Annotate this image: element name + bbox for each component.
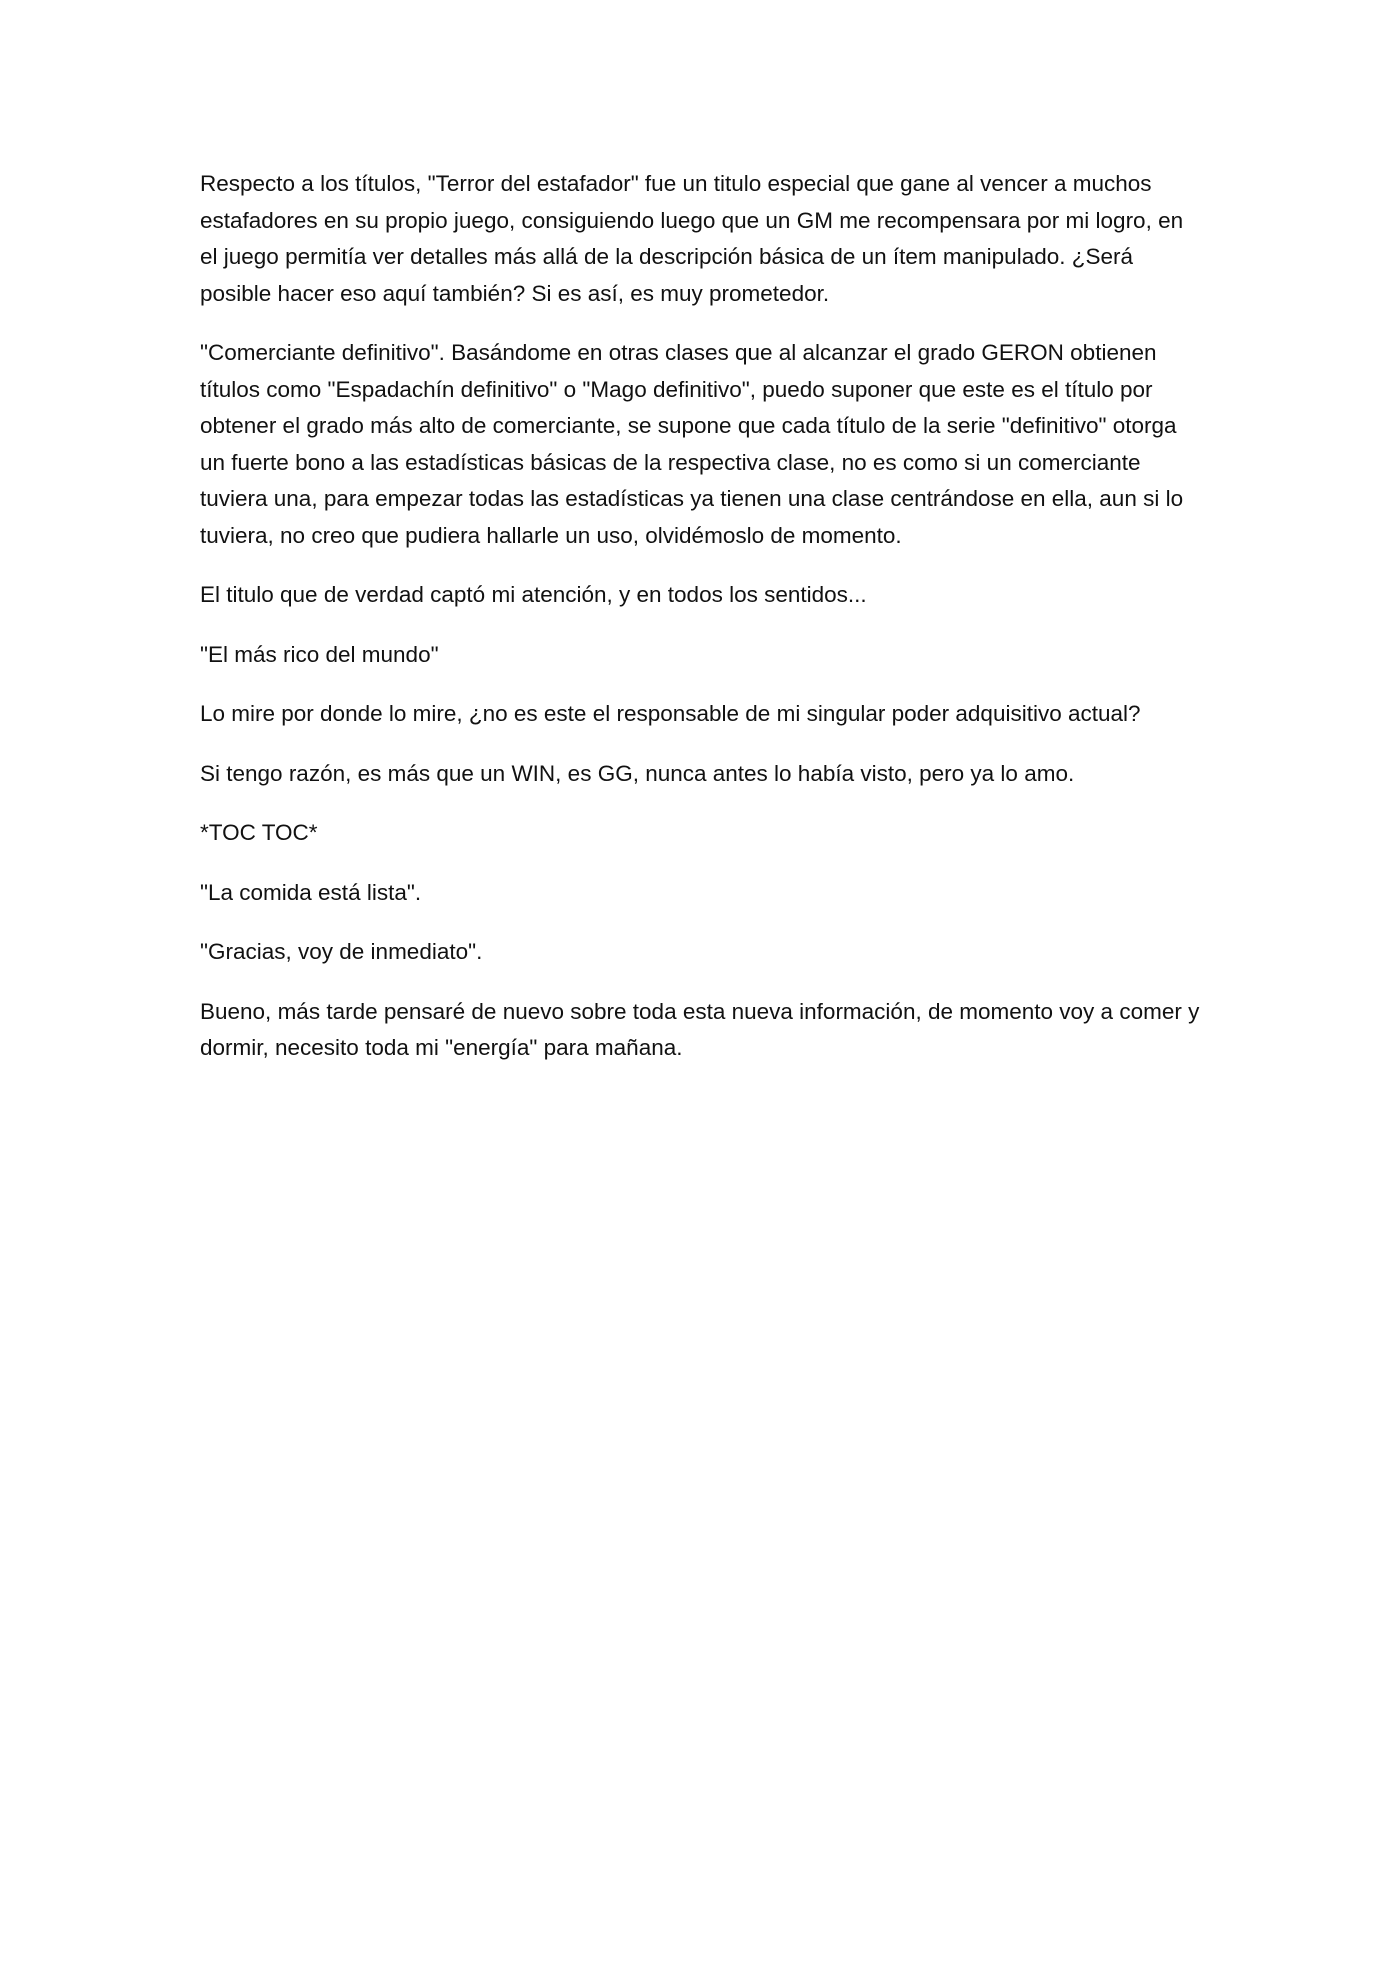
paragraph-titulo-atencion: El titulo que de verdad captó mi atención, y en todos los sentidos...: [200, 582, 867, 607]
document-body: [200, 166, 1205, 1090]
paragraph-toc-toc: *TOC TOC*: [200, 820, 318, 845]
paragraph-lo-mire: Lo mire por donde lo mire, ¿no es este el responsable de mi singular poder adquisitivo actual?: [200, 701, 1141, 726]
paragraph-bueno-mas-tarde: Bueno, más tarde pensaré de nuevo sobre toda esta nueva información, de momento voy a comer y dormir, necesito toda mi "energía" para mañana.: [200, 998, 1200, 1060]
paragraph-comida-lista: "La comida está lista".: [200, 879, 422, 905]
paragraph-win-gg: Si tengo razón, es más que un WIN, es GG, nunca antes lo había visto, pero ya lo amo.: [200, 760, 1075, 786]
paragraph-comerciante-definitivo: "Comerciante definitivo". Basándome en otras clases que al alcanzar el grado GERON obtienen títulos como "Espadachín definitivo" o "Mago definitivo", puedo suponer que este es el título por obtener el grado más alto de comerciante, se supone que cada título de la serie "definitivo" otorga un fuerte bono a las estadísticas básicas de la respectiva clase, no es como si un comerciante tuviera una, para empezar todas las estadísticas ya tienen una clase centrándose en ella, aun si lo tuviera, no creo que pudiera hallarle un uso, olvidémoslo de momento.: [200, 340, 1184, 548]
paragraph-gracias: "Gracias, voy de inmediato".: [200, 939, 483, 964]
paragraph-titulos-terror: Respecto a los títulos, "Terror del estafador" fue un titulo especial que gane al vencer a muchos estafadores en su propio juego, consiguiendo luego que un GM me recompensara por mi logro, en el juego permitía ver detalles más allá de la descripción básica de un ítem manipulado. ¿Será posible hacer eso aquí también? Si es así, es muy prometedor.: [200, 171, 1184, 306]
paragraph-mas-rico: "El más rico del mundo": [200, 641, 439, 667]
